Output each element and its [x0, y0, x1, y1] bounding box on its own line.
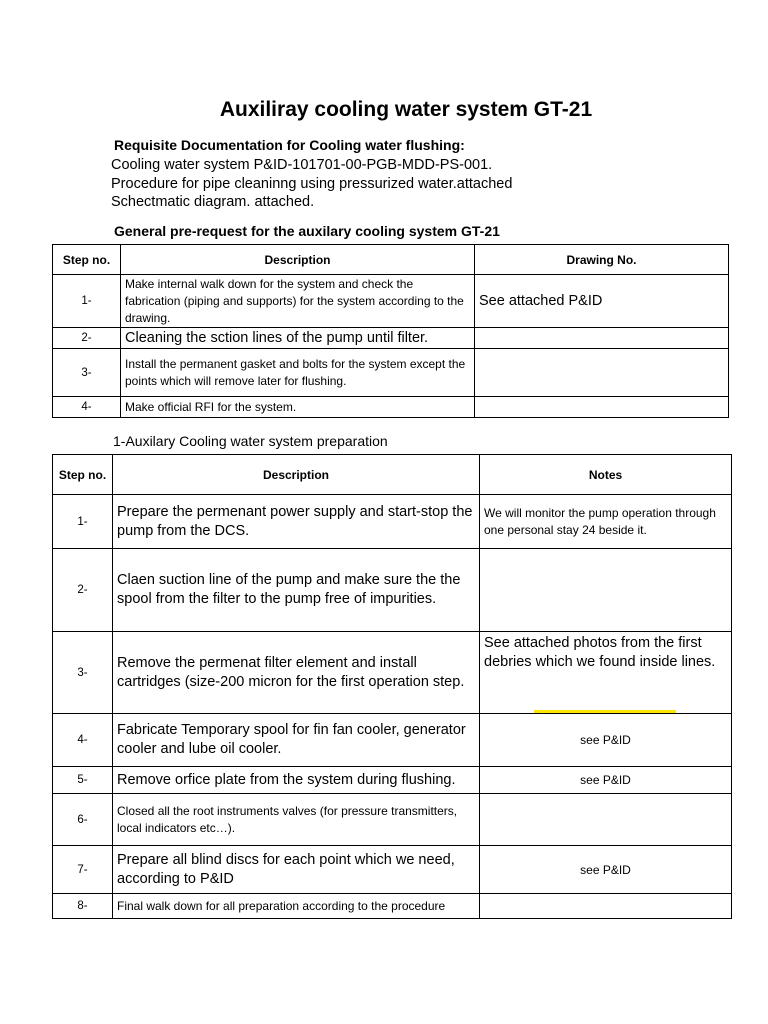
notes-cell: See attached photos from the first debries which we found inside lines.: [480, 632, 732, 714]
step-cell: 4-: [53, 397, 121, 418]
step-cell: 8-: [53, 894, 113, 919]
notes-cell: [480, 794, 732, 846]
requisite-line-1: Cooling water system P&ID-101701-00-PGB-MDD-PS-001.: [111, 157, 493, 173]
highlight-mark: [534, 710, 676, 713]
general-prerequest-table: [52, 244, 729, 418]
requisite-line-2: Procedure for pipe cleaninng using pressurized water.attached: [111, 176, 513, 192]
description-cell: Remove orfice plate from the system during flushing.: [113, 767, 480, 794]
table-row: [53, 894, 732, 919]
description-cell: Install the permanent gasket and bolts for the system except the points which will remove later for flushing.: [121, 349, 475, 397]
step-cell: 1-: [53, 495, 113, 549]
step-cell: 7-: [53, 846, 113, 894]
drawing-cell: [475, 397, 729, 418]
table-row: [53, 714, 732, 767]
description-cell: Final walk down for all preparation according to the procedure: [113, 894, 480, 919]
column-header-drawing: Drawing No.: [475, 245, 729, 275]
description-cell: Cleaning the sction lines of the pump until filter.: [121, 328, 475, 349]
step-cell: 1-: [53, 275, 121, 328]
page-title: Auxiliray cooling water system GT-21: [219, 98, 593, 121]
table-row: [53, 397, 729, 418]
notes-cell: [480, 894, 732, 919]
table-row: [53, 846, 732, 894]
table-row: [53, 328, 729, 349]
description-cell: Fabricate Temporary spool for fin fan cooler, generator cooler and lube oil cooler.: [113, 714, 480, 767]
table-row: [53, 549, 732, 632]
description-cell: Make official RFI for the system.: [121, 397, 475, 418]
notes-cell: [480, 549, 732, 632]
drawing-cell: [475, 349, 729, 397]
drawing-cell: [475, 328, 729, 349]
column-header-step: Step no.: [53, 245, 121, 275]
description-cell: Claen suction line of the pump and make sure the the spool from the filter to the pump free of impurities.: [113, 549, 480, 632]
step-cell: 3-: [53, 632, 113, 714]
description-cell: Prepare the permenant power supply and start-stop the pump from the DCS.: [113, 495, 480, 549]
step-cell: 4-: [53, 714, 113, 767]
step-cell: 2-: [53, 328, 121, 349]
general-heading: General pre-request for the auxilary cooling system GT-21: [114, 223, 500, 239]
step-cell: 2-: [53, 549, 113, 632]
requisite-line-3: Schectmatic diagram. attached.: [111, 194, 315, 210]
table-header-row: [53, 245, 729, 275]
notes-cell: see P&ID: [480, 767, 732, 794]
drawing-cell: See attached P&ID: [475, 275, 729, 328]
preparation-table: [52, 454, 732, 919]
table-row: [53, 767, 732, 794]
table-row: [53, 495, 732, 549]
table-row: [53, 794, 732, 846]
column-header-notes: Notes: [480, 455, 732, 495]
table-row: [53, 349, 729, 397]
table-header-row: [53, 455, 732, 495]
preparation-heading: 1-Auxilary Cooling water system preparation: [113, 433, 388, 449]
description-cell: Closed all the root instruments valves (for pressure transmitters, local indicators etc…).: [113, 794, 480, 846]
column-header-description: Description: [121, 245, 475, 275]
notes-cell: see P&ID: [480, 846, 732, 894]
table-row: [53, 275, 729, 328]
notes-cell: We will monitor the pump operation through one personal stay 24 beside it.: [480, 495, 732, 549]
notes-cell: see P&ID: [480, 714, 732, 767]
description-cell: Prepare all blind discs for each point which we need, according to P&ID: [113, 846, 480, 894]
step-cell: 5-: [53, 767, 113, 794]
step-cell: 6-: [53, 794, 113, 846]
column-header-step: Step no.: [53, 455, 113, 495]
table-row: [53, 632, 732, 714]
description-cell: Make internal walk down for the system and check the fabrication (piping and supports) for the system according to the drawing.: [121, 275, 475, 328]
description-cell: Remove the permenat filter element and install cartridges (size-200 micron for the first operation step.: [113, 632, 480, 714]
step-cell: 3-: [53, 349, 121, 397]
column-header-description: Description: [113, 455, 480, 495]
requisite-heading: Requisite Documentation for Cooling water flushing:: [114, 137, 465, 153]
